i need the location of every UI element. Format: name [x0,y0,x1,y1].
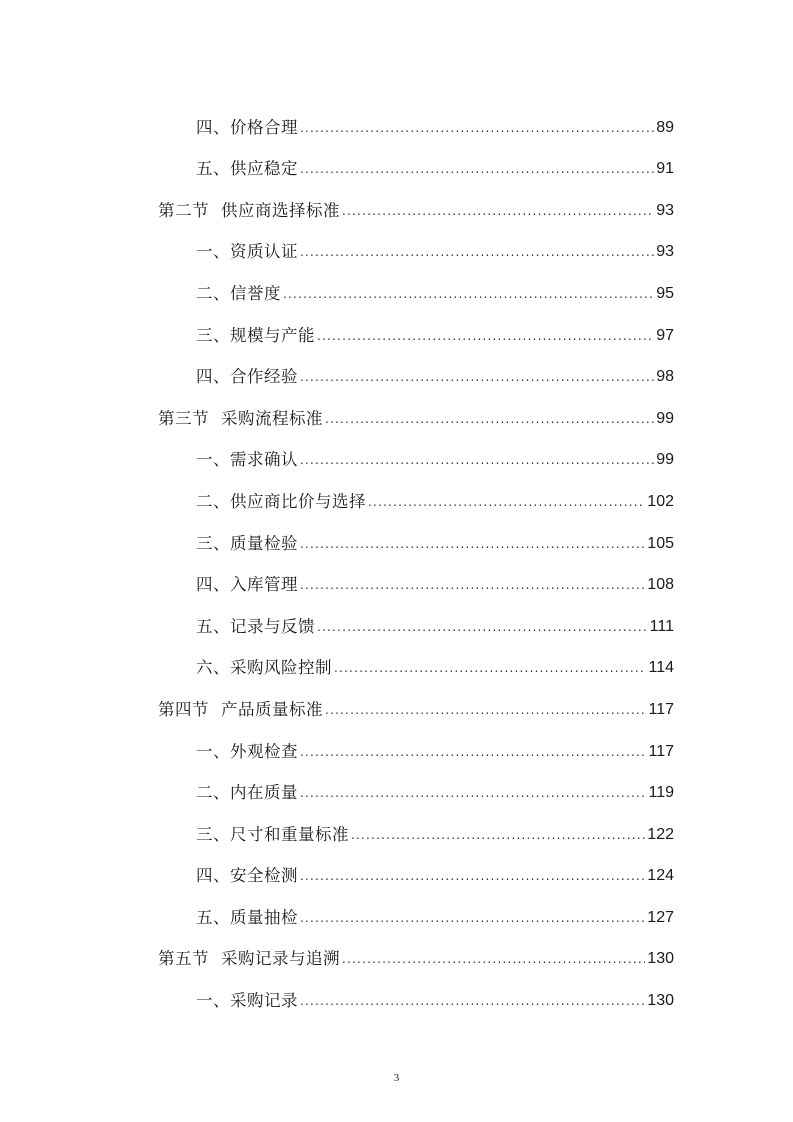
toc-section-prefix: 第二节 [158,200,209,220]
toc-leader-dots [300,745,646,759]
toc-entry-label: 五、记录与反馈 [196,616,315,636]
toc-entry-label: 二、供应商比价与选择 [196,491,366,511]
toc-subsection-entry[interactable] [158,262,674,304]
toc-entry-label: 四、安全检测 [196,866,298,886]
toc-leader-dots [351,828,645,842]
toc-leader-dots [300,911,645,925]
toc-page-number: 97 [656,326,674,344]
toc-leader-dots [300,370,654,384]
toc-entry-label: 一、外观检查 [196,741,298,761]
toc-leader-dots [368,495,645,509]
toc-entry-label: 一、需求确认 [196,450,298,470]
toc-page-number: 93 [656,243,674,261]
toc-leader-dots [317,329,654,343]
toc-section-title: 采购记录与追溯 [221,949,340,969]
toc-page-number: 89 [656,118,674,136]
toc-subsection-entry[interactable] [158,886,674,928]
toc-page-number: 117 [648,700,674,718]
toc-entry-label: 三、质量检验 [196,533,298,553]
toc-subsection-entry[interactable] [158,720,674,762]
toc-section-prefix: 第三节 [158,408,209,428]
toc-leader-dots [342,204,654,218]
toc-leader-dots [317,620,648,634]
toc-leader-dots [300,578,645,592]
toc-subsection-entry[interactable] [158,512,674,554]
toc-subsection-entry[interactable] [158,346,674,388]
toc-page-number: 99 [656,409,674,427]
toc-page-number: 99 [656,451,674,469]
toc-section-prefix: 第四节 [158,699,209,719]
toc-leader-dots [283,287,654,301]
toc-leader-dots [300,994,645,1008]
toc-leader-dots [300,869,645,883]
toc-page-number: 130 [647,992,674,1010]
toc-subsection-entry[interactable] [158,595,674,637]
toc-subsection-entry[interactable] [158,637,674,679]
toc-subsection-entry[interactable] [158,138,674,180]
toc-entry-label: 五、质量抽检 [196,907,298,927]
toc-page-number: 93 [656,201,674,219]
toc-section-title: 产品质量标准 [221,699,323,719]
page-number: 3 [393,1072,400,1084]
toc-page-number: 98 [656,368,674,386]
toc-entry-label: 三、规模与产能 [196,325,315,345]
toc-subsection-entry[interactable] [158,96,674,138]
toc-subsection-entry[interactable] [158,304,674,346]
toc-subsection-entry[interactable] [158,554,674,596]
toc-page-number: 124 [647,867,674,885]
toc-subsection-entry[interactable] [158,762,674,804]
toc-entry-label [158,949,340,969]
toc-entry-label [158,700,323,720]
toc-subsection-entry[interactable] [158,221,674,263]
toc-entry-label: 一、采购记录 [196,991,298,1011]
toc-subsection-entry[interactable] [158,470,674,512]
toc-page-number: 102 [647,492,674,510]
toc-subsection-entry[interactable] [158,969,674,1011]
toc-section-title: 采购流程标准 [221,408,323,428]
toc-entry-label: 四、入库管理 [196,575,298,595]
toc-entry-label [158,201,340,221]
table-of-contents [158,96,674,1011]
toc-leader-dots [300,537,645,551]
toc-page-number: 108 [647,576,674,594]
toc-leader-dots [300,453,654,467]
toc-leader-dots [300,786,646,800]
toc-page-number: 105 [647,534,674,552]
toc-entry-label: 六、采购风险控制 [196,658,332,678]
toc-leader-dots [342,952,645,966]
toc-entry-label: 二、内在质量 [196,783,298,803]
toc-leader-dots [300,162,654,176]
toc-leader-dots [325,703,646,717]
toc-section-entry[interactable] [158,928,674,970]
toc-subsection-entry[interactable] [158,429,674,471]
toc-leader-dots [325,412,654,426]
toc-page-number: 111 [649,617,674,635]
toc-section-entry[interactable] [158,678,674,720]
toc-section-entry[interactable] [158,179,674,221]
toc-entry-label: 二、信誉度 [196,283,281,303]
toc-subsection-entry[interactable] [158,845,674,887]
toc-page-number: 122 [647,825,674,843]
toc-page-number: 95 [656,284,674,302]
toc-entry-label [158,409,323,429]
toc-page-number: 130 [647,950,674,968]
toc-leader-dots [300,121,654,135]
toc-section-title: 供应商选择标准 [221,200,340,220]
toc-section-prefix: 第五节 [158,949,209,969]
toc-page-number: 127 [647,908,674,926]
toc-entry-label: 一、资质认证 [196,242,298,262]
toc-entry-label: 四、价格合理 [196,117,298,137]
toc-subsection-entry[interactable] [158,803,674,845]
toc-leader-dots [334,661,646,675]
toc-leader-dots [300,245,654,259]
toc-entry-label: 三、尺寸和重量标准 [196,824,349,844]
toc-page-number: 119 [648,784,674,802]
toc-page-number: 117 [648,742,674,760]
toc-entry-label: 四、合作经验 [196,367,298,387]
toc-entry-label: 五、供应稳定 [196,159,298,179]
toc-section-entry[interactable] [158,387,674,429]
toc-page-number: 91 [656,160,674,178]
toc-page-number: 114 [648,659,674,677]
